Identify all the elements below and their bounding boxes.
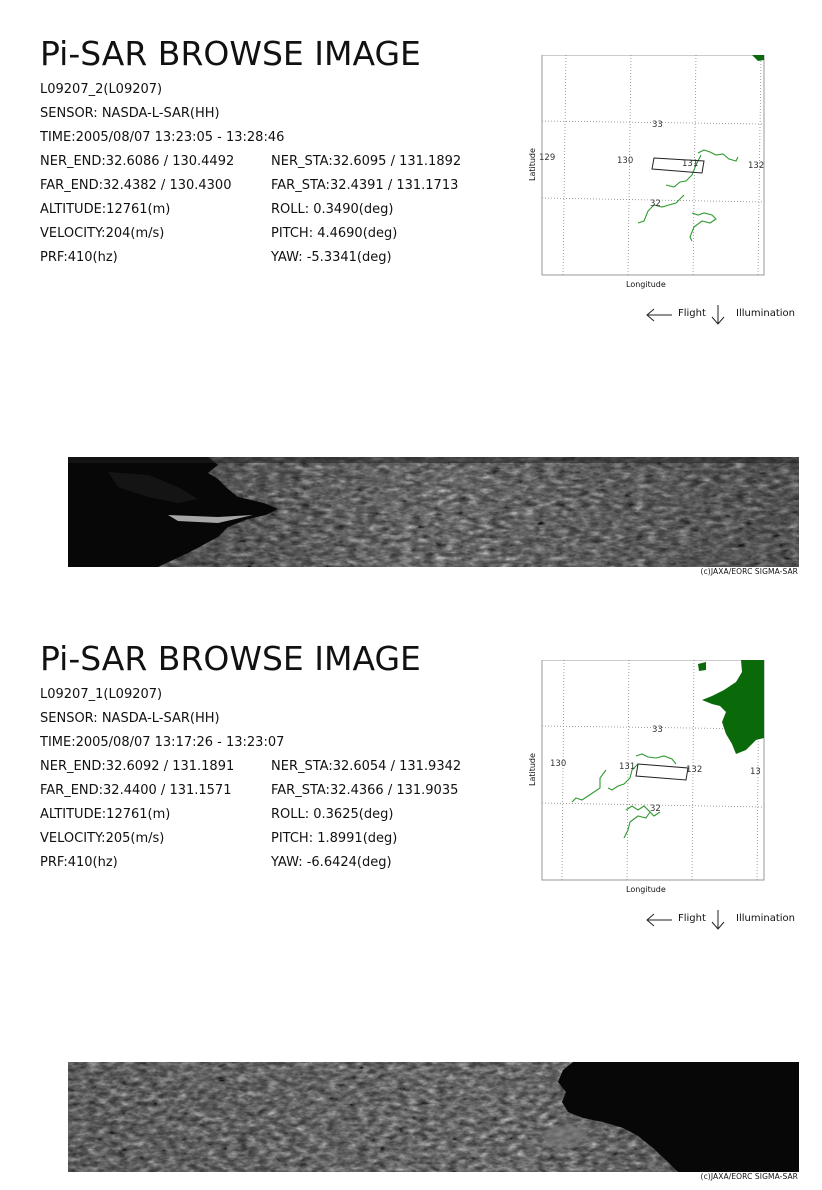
map-ylabel: Latitude [528,148,537,181]
copyright-credit: (c)JAXA/EORC SIGMA-SAR [700,1172,798,1181]
illumination-arrow-icon [710,304,726,326]
time: TIME:2005/08/07 13:17:26 - 13:23:07 [40,735,285,750]
flight-label: Flight [678,308,706,319]
illumination-label: Illumination [736,308,795,319]
velocity: VELOCITY:205(m/s) [40,831,165,846]
page-title: Pi-SAR BROWSE IMAGE [40,639,421,678]
map-xlabel: Longitude [626,280,666,289]
location-map [526,55,776,295]
sensor: SENSOR: NASDA-L-SAR(HH) [40,711,220,726]
far-end: FAR_END:32.4400 / 131.1571 [40,783,232,798]
map-legend [640,302,810,328]
map-xlabel: Longitude [626,885,666,894]
far-end: FAR_END:32.4382 / 130.4300 [40,178,232,193]
lat-tick-1: 32 [650,199,661,209]
altitude: ALTITUDE:12761(m) [40,202,171,217]
map-ylabel: Latitude [528,753,537,786]
lat-tick-0: 33 [652,725,663,735]
map-legend [640,907,810,933]
far-sta: FAR_STA:32.4391 / 131.1713 [271,178,459,193]
sar-image [68,457,799,567]
ner-sta: NER_STA:32.6095 / 131.1892 [271,154,462,169]
copyright-credit: (c)JAXA/EORC SIGMA-SAR [700,567,798,576]
prf: PRF:410(hz) [40,855,118,870]
roll: ROLL: 0.3490(deg) [271,202,394,217]
illumination-label: Illumination [736,913,795,924]
location-map [526,660,776,900]
yaw: YAW: -5.3341(deg) [271,250,392,265]
velocity: VELOCITY:204(m/s) [40,226,165,241]
pitch: PITCH: 4.4690(deg) [271,226,398,241]
altitude: ALTITUDE:12761(m) [40,807,171,822]
flight-label: Flight [678,913,706,924]
ner-end: NER_END:32.6092 / 131.1891 [40,759,235,774]
time: TIME:2005/08/07 13:23:05 - 13:28:46 [40,130,285,145]
yaw: YAW: -6.6424(deg) [271,855,392,870]
lon-tick-0: 130 [550,759,567,769]
lon-tick-3: 13 [750,767,761,777]
roll: ROLL: 0.3625(deg) [271,807,394,822]
ner-sta: NER_STA:32.6054 / 131.9342 [271,759,462,774]
ner-end: NER_END:32.6086 / 130.4492 [40,154,235,169]
sar-image [68,1062,799,1172]
far-sta: FAR_STA:32.4366 / 131.9035 [271,783,459,798]
flight-arrow-icon [645,913,673,927]
prf: PRF:410(hz) [40,250,118,265]
lon-tick-3: 132 [748,161,765,171]
page-title: Pi-SAR BROWSE IMAGE [40,34,421,73]
lon-tick-2: 132 [686,765,703,775]
lat-tick-0: 33 [652,120,663,130]
lat-tick-1: 32 [650,804,661,814]
illumination-arrow-icon [710,909,726,931]
flight-arrow-icon [645,308,673,322]
lon-tick-2: 131 [682,159,699,169]
lon-tick-1: 130 [617,156,634,166]
sensor: SENSOR: NASDA-L-SAR(HH) [40,106,220,121]
lon-tick-1: 131 [619,762,636,772]
browse-panel-2 [0,605,822,1190]
pitch: PITCH: 1.8991(deg) [271,831,398,846]
scene-id: L09207_1(L09207) [40,687,163,702]
lon-tick-0: 129 [539,153,556,163]
scene-id: L09207_2(L09207) [40,82,163,97]
